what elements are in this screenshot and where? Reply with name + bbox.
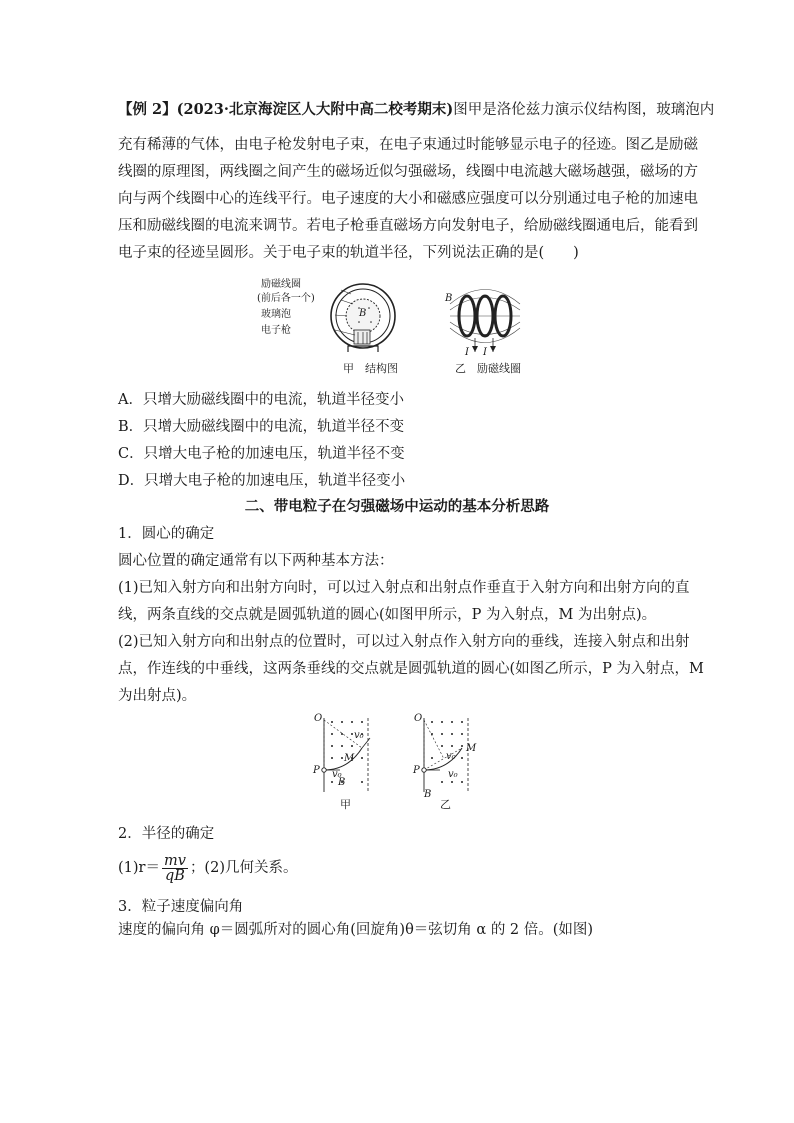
radius-denominator: qB xyxy=(164,867,185,884)
caption-coil: 乙 励磁线圈 xyxy=(455,362,521,375)
example-text-1: 图甲是洛伦兹力演示仪结构图，玻璃泡内 xyxy=(453,102,715,118)
sub2-heading: 2．半径的确定 xyxy=(118,826,215,842)
example-tag: 【例 2】 xyxy=(118,101,177,118)
figure-2 xyxy=(310,712,480,812)
option-c: C．只增大电子枪的加速电压，轨道半径不变 xyxy=(118,446,405,462)
label-current-2: I xyxy=(483,347,487,358)
label-current-1: I xyxy=(465,347,469,358)
option-b: B．只增大励磁线圈中的电流，轨道半径不变 xyxy=(118,419,405,435)
fig2-left-o: O xyxy=(314,713,323,724)
label-b-field-right: B xyxy=(445,293,453,304)
excitation-coil-diagram xyxy=(450,290,520,353)
radius-suffix: ；(2)几何关系。 xyxy=(189,860,298,876)
example-line-6: 电子束的径迹呈圆形。关于电子束的轨道半径，下列说法正确的是( ) xyxy=(118,245,579,261)
label-coil: 励磁线圈 xyxy=(261,279,301,290)
method1-line-1: (1)已知入射方向和出射方向时，可以过入射点和出射点作垂直于入射方向和出射方向的直 xyxy=(118,580,690,596)
fig2-right-v0-entry: v₀ xyxy=(448,769,458,780)
example-line-5: 压和励磁线圈的电流来调节。若电子枪垂直磁场方向发射电子，给励磁线圈通电后，能看到 xyxy=(118,218,698,234)
method2-line-3: 为出射点)。 xyxy=(118,688,197,704)
method2-line-2: 点，作连线的中垂线，这两条垂线的交点就是圆弧轨道的圆心(如图乙所示，P 为入射点，M xyxy=(118,661,704,677)
fig2-right-b: B xyxy=(424,789,432,800)
fig2-left-m: M xyxy=(344,753,355,764)
method1-line-2: 线，两条直线的交点就是圆弧轨道的圆心(如图甲所示，P 为入射点，M 为出射点)。 xyxy=(118,607,657,623)
fig2-left-v0-exit: v₀ xyxy=(354,730,364,741)
fig2-left-b: B xyxy=(338,777,346,788)
fig2-left-p: P xyxy=(313,765,320,776)
example-line-3: 线圈的原理图，两线圈之间产生的磁场近似匀强磁场，线圈中电流越大磁场越强，磁场的方 xyxy=(118,164,698,180)
label-b-field-left: B xyxy=(359,308,367,319)
label-glass-bulb: 玻璃泡 xyxy=(261,309,291,320)
option-a: A．只增大励磁线圈中的电流，轨道半径变小 xyxy=(118,392,404,408)
example-line-1 xyxy=(118,100,714,120)
section-title: 二、带电粒子在匀强磁场中运动的基本分析思路 xyxy=(244,498,550,515)
method2-line-1: (2)已知入射方向和出射点的位置时，可以过入射点作入射方向的垂线，连接入射点和出射 xyxy=(118,634,690,650)
radius-prefix: (1)r＝ xyxy=(118,860,160,876)
radius-fraction xyxy=(162,854,188,883)
caption-structure: 甲 结构图 xyxy=(343,362,398,375)
option-d: D．只增大电子枪的加速电压，轨道半径变小 xyxy=(118,473,406,489)
radius-formula xyxy=(118,852,297,884)
label-electron-gun: 电子枪 xyxy=(261,325,291,336)
sub3-heading: 3．粒子速度偏向角 xyxy=(118,899,244,915)
fig2-left-caption: 甲 xyxy=(340,798,351,811)
fig2-right-caption: 乙 xyxy=(440,798,451,811)
fig2-left-v0-entry: v₀ xyxy=(332,769,342,780)
radius-numerator: mv xyxy=(163,852,186,869)
sub3-text: 速度的偏向角 φ＝圆弧所对的圆心角(回旋角)θ＝弦切角 α 的 2 倍。(如图) xyxy=(118,922,594,938)
fig2-right-p: P xyxy=(413,765,420,776)
example-source: (2023·北京海淀区人大附中高二校考期末) xyxy=(176,101,454,118)
figure-1 xyxy=(255,280,545,380)
fig2-right-m: M xyxy=(466,743,477,754)
trajectory-diagram-right xyxy=(422,718,468,792)
label-front-back: (前后各一个) xyxy=(257,293,315,304)
example-line-2: 充有稀薄的气体，由电子枪发射电子束，在电子束通过时能够显示电子的径迹。图乙是励磁 xyxy=(118,137,698,153)
fig2-right-v0-exit: v₀ xyxy=(446,751,456,762)
fig2-right-o: O xyxy=(414,713,423,724)
example-line-4: 向与两个线圈中心的连线平行。电子速度的大小和磁感应强度可以分别通过电子枪的加速电 xyxy=(118,191,698,207)
sub1-intro: 圆心位置的确定通常有以下两种基本方法： xyxy=(118,553,394,569)
sub1-heading: 1．圆心的确定 xyxy=(118,526,215,542)
